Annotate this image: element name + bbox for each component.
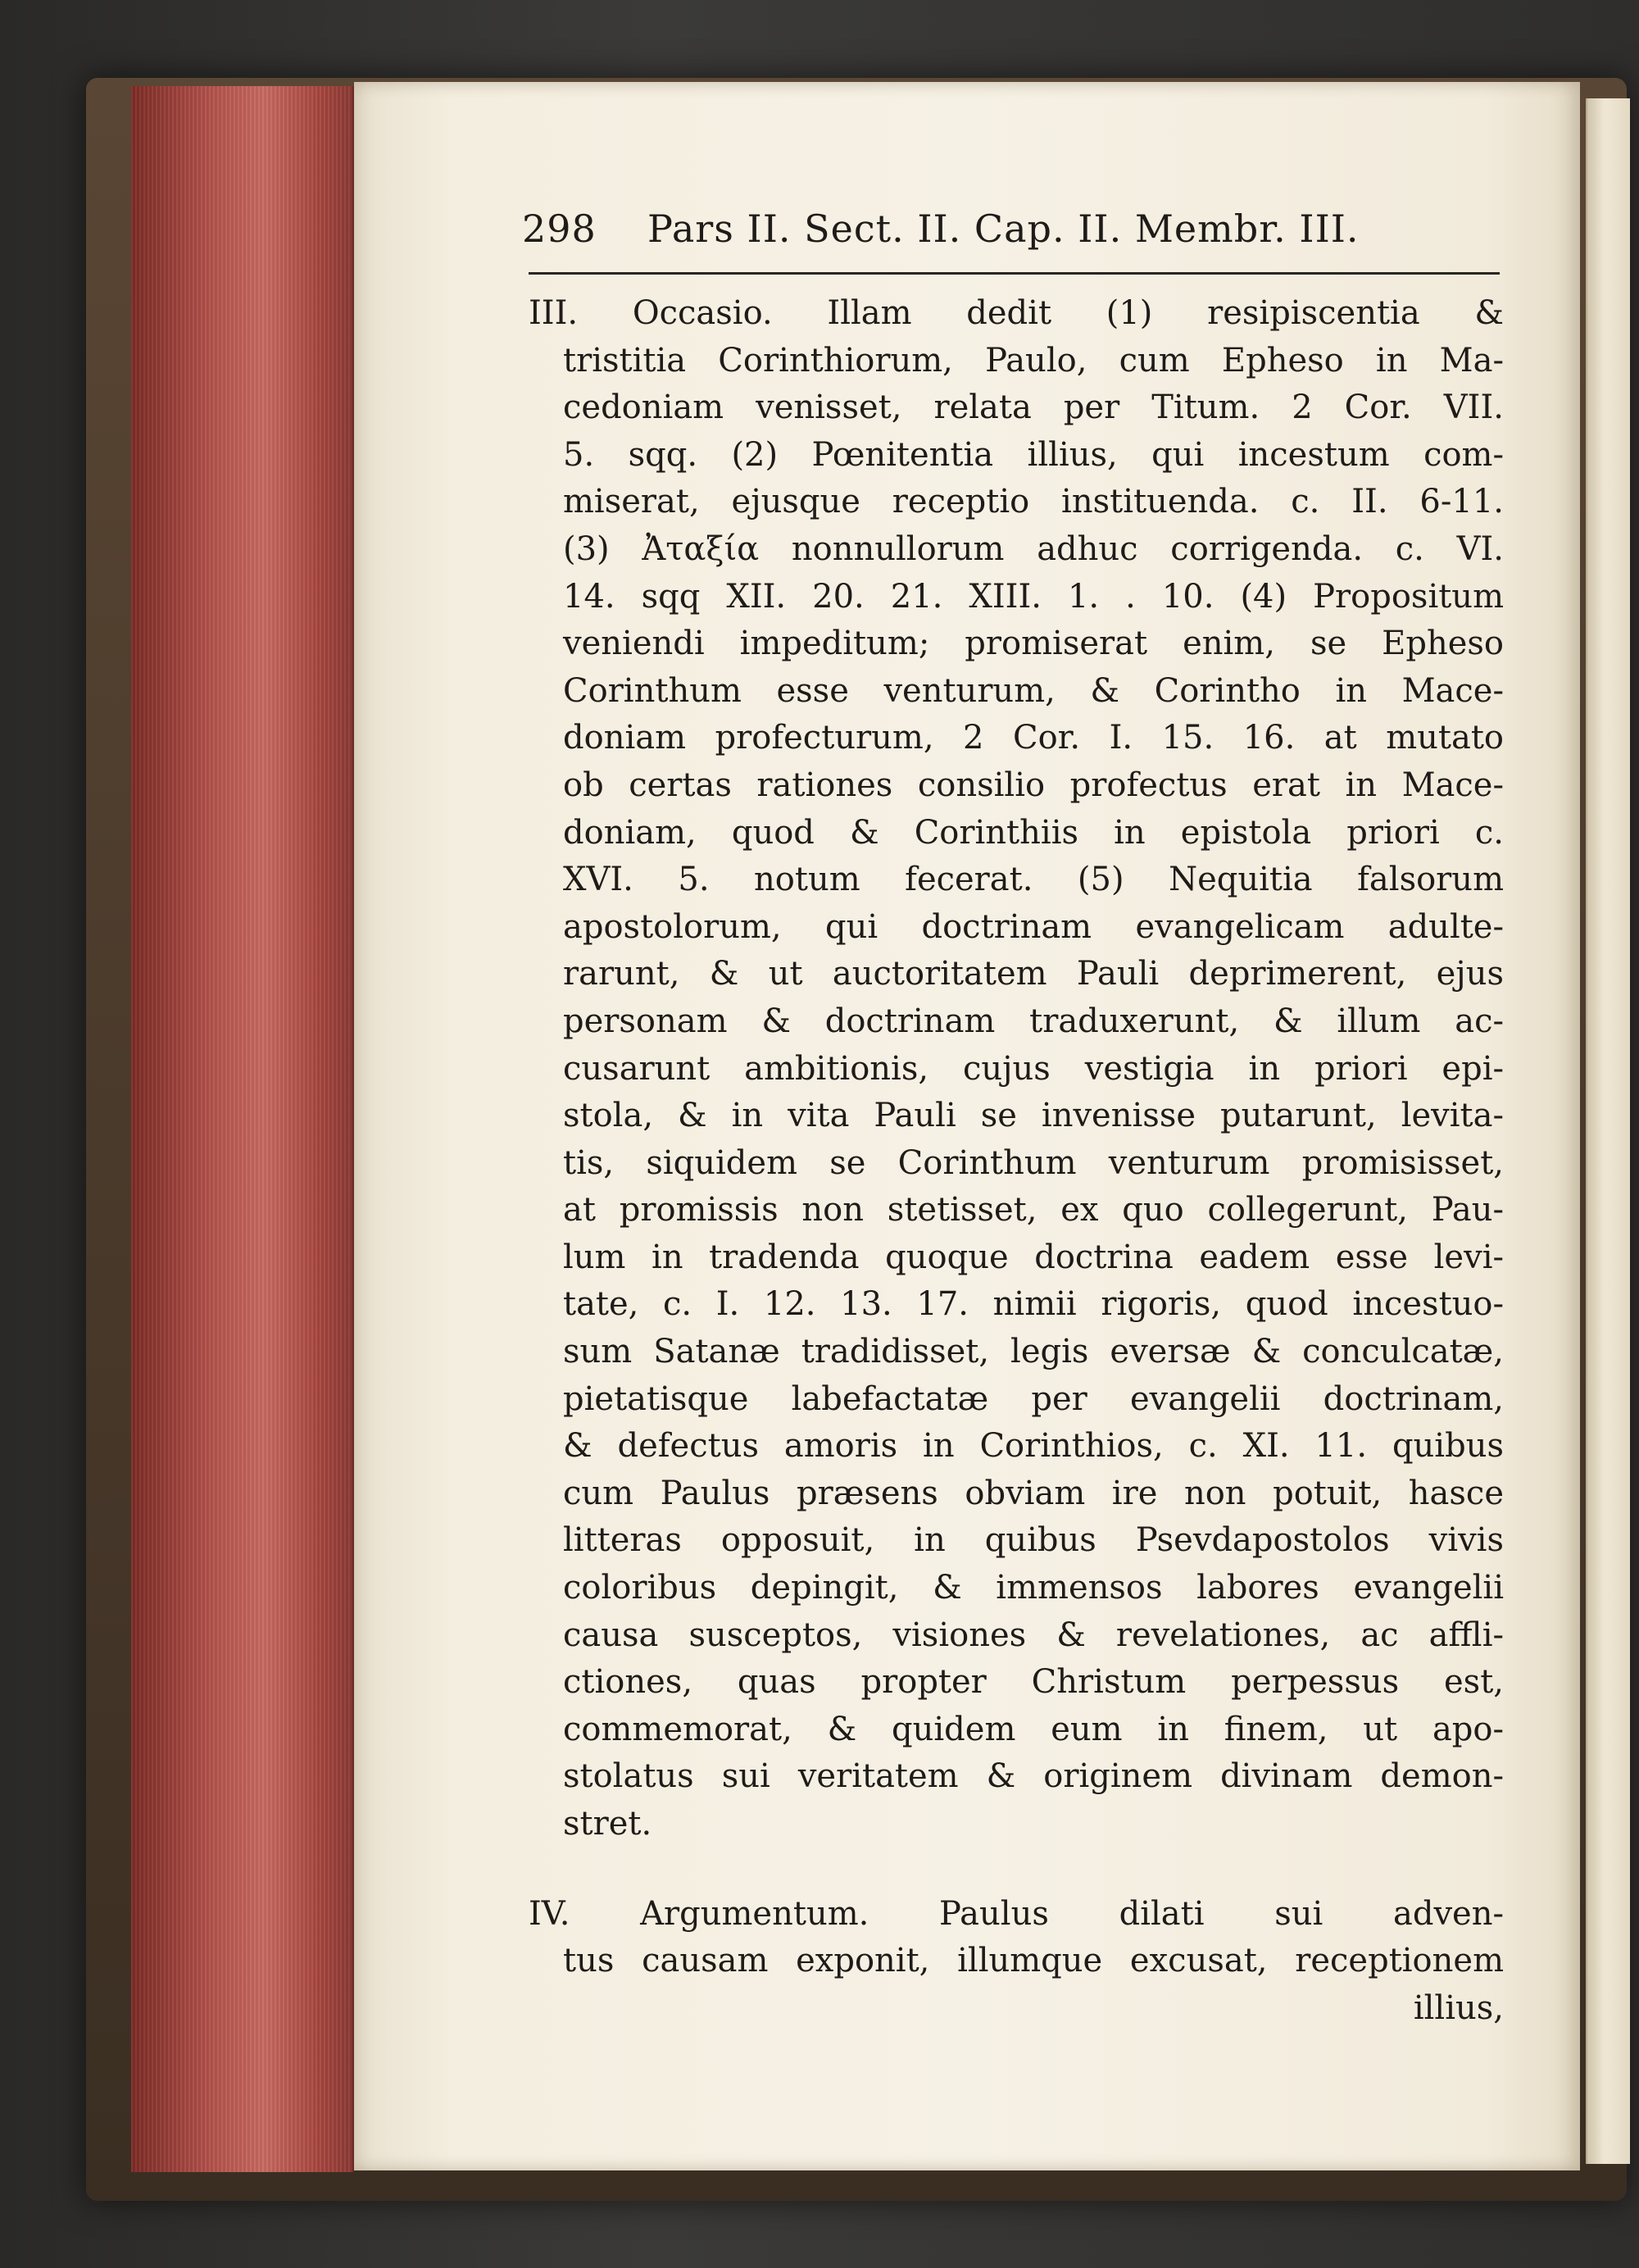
section-argumentum	[529, 1891, 1504, 2033]
text-line: tus causam exponit, illumque excusat, receptionem	[563, 1942, 1504, 1980]
text-line: stola, & in vita Pauli se invenisse putarunt, levita-	[563, 1097, 1504, 1135]
text-line: tristitia Corinthiorum, Paulo, cum Epheso in Ma-	[563, 341, 1504, 380]
page-number: 298	[522, 207, 597, 251]
page-text-block	[522, 207, 1508, 2027]
facing-page-edge	[1586, 98, 1630, 2164]
text-line: (3) Ἀταξία nonnullorum adhuc corrigenda. c. VI.	[563, 530, 1504, 568]
text-line: apostolorum, qui doctrinam evangelicam adulte-	[563, 907, 1504, 946]
text-line: III. Occasio. Illam dedit (1) resipiscentia &	[529, 294, 1504, 332]
text-line: 5. sqq. (2) Pœnitentia illius, qui incestum com-	[563, 435, 1504, 474]
section-occasio	[529, 290, 1504, 1848]
text-line: & defectus amoris in Corinthios, c. XI. 11. quibus	[563, 1427, 1504, 1466]
text-line: stolatus sui veritatem & originem divinam demon-	[563, 1757, 1504, 1796]
text-line: veniendi impeditum; promiserat enim, se Epheso	[563, 625, 1504, 663]
running-head: Pars II. Sect. II. Cap. II. Membr. III.	[647, 207, 1360, 251]
text-line: doniam profecturum, 2 Cor. I. 15. 16. at mutato	[563, 719, 1504, 757]
text-line: Corinthum esse venturum, & Corintho in Mace-	[563, 671, 1504, 710]
text-line: ob certas rationes consilio profectus erat in Mace-	[563, 766, 1504, 804]
text-line: coloribus depingit, & immensos labores evangelii	[563, 1569, 1504, 1607]
running-header	[522, 207, 1508, 272]
text-line: personam & doctrinam traduxerunt, & illum ac-	[563, 1002, 1504, 1040]
text-line: lum in tradenda quoque doctrina eadem esse levi-	[563, 1238, 1504, 1276]
text-line: causa susceptos, visiones & revelationes, ac affli-	[563, 1616, 1504, 1654]
text-line: tate, c. I. 12. 13. 17. nimii rigoris, quod incestuo-	[563, 1285, 1504, 1324]
text-line: at promissis non stetisset, ex quo collegerunt, Pau-	[563, 1191, 1504, 1229]
catchword: illius,	[1413, 1988, 1504, 2027]
text-line: cusarunt ambitionis, cujus vestigia in priori epi-	[563, 1049, 1504, 1088]
body-text	[529, 290, 1504, 2032]
text-line: commemorat, & quidem eum in finem, ut apo-	[563, 1710, 1504, 1748]
text-line: litteras opposuit, in quibus Psevdapostolos vivis	[563, 1521, 1504, 1560]
text-line: IV. Argumentum. Paulus dilati sui adven-	[529, 1894, 1504, 1933]
text-line: cum Paulus præsens obviam ire non potuit, hasce	[563, 1474, 1504, 1512]
section-gap	[529, 1848, 1504, 1891]
red-page-edges	[131, 86, 354, 2172]
text-line: XVI. 5. notum fecerat. (5) Nequitia falsorum	[563, 861, 1504, 899]
text-line: stret.	[563, 1805, 652, 1843]
text-line: cedoniam venisset, relata per Titum. 2 Cor. VII.	[563, 389, 1504, 427]
text-line: tis, siquidem se Corinthum venturum promisisset,	[563, 1143, 1504, 1182]
header-rule	[529, 272, 1500, 275]
text-line: sum Satanæ tradidisset, legis eversæ & conculcatæ,	[563, 1333, 1504, 1371]
text-line: doniam, quod & Corinthiis in epistola priori c.	[563, 813, 1504, 852]
text-line: rarunt, & ut auctoritatem Pauli deprimerent, ejus	[563, 955, 1504, 993]
text-line: pietatisque labefactatæ per evangelii doctrinam,	[563, 1379, 1504, 1418]
text-line: 14. sqq XII. 20. 21. XIII. 1. . 10. (4) Propositum	[563, 577, 1504, 616]
text-line: ctiones, quas propter Christum perpessus est,	[563, 1663, 1504, 1702]
text-line: miserat, ejusque receptio instituenda. c. II. 6-11.	[563, 483, 1504, 521]
